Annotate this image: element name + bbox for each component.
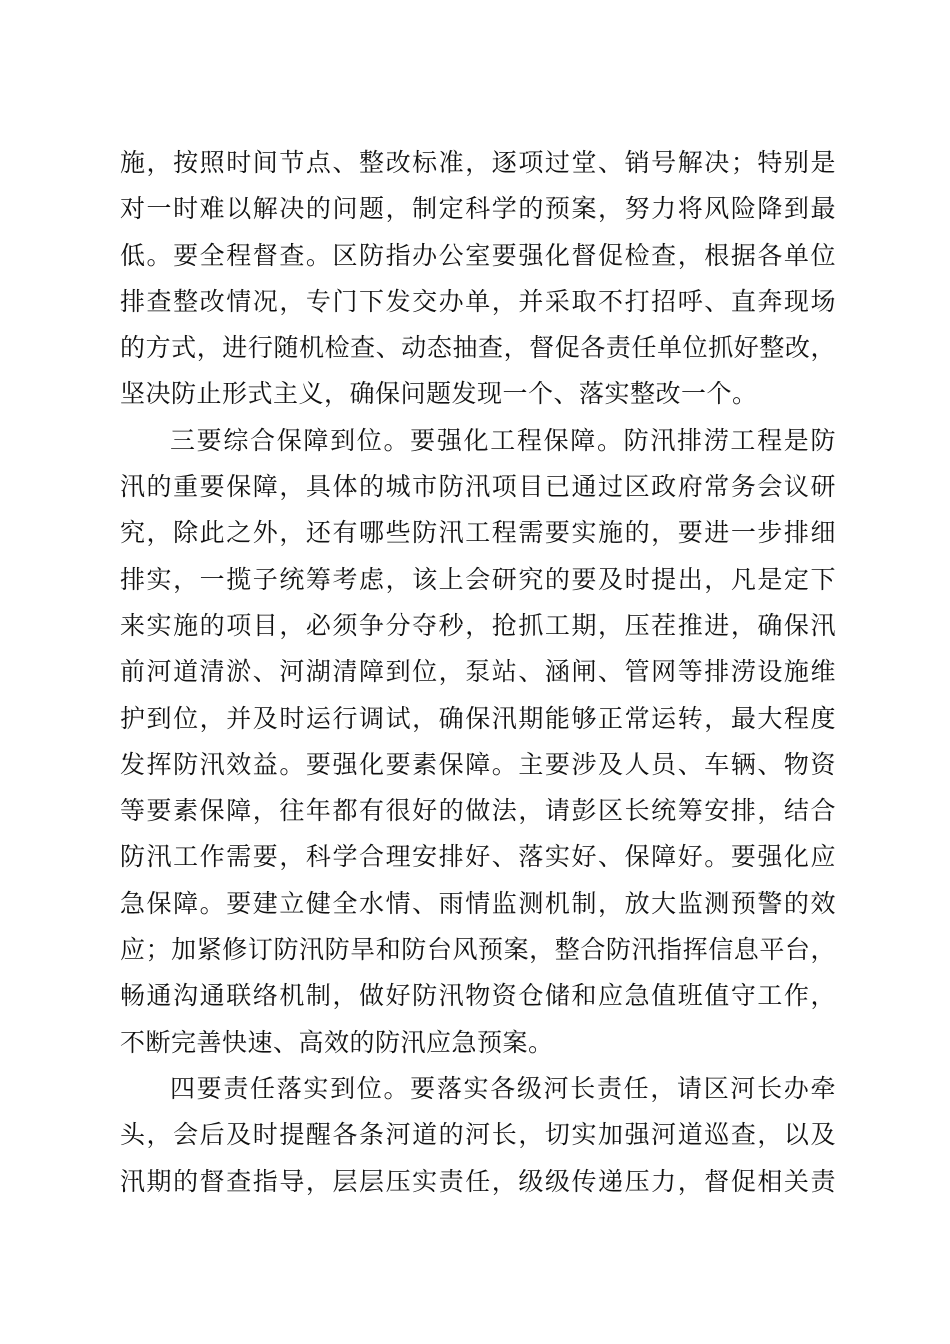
text-line: 前河道清淤、河湖清障到位，泵站、涵闸、管网等排涝设施维 xyxy=(120,657,836,687)
text-line: 防汛工作需要，科学合理安排好、落实好、保障好。要强化应 xyxy=(120,842,836,872)
text-line: 排实，一揽子统筹考虑，该上会研究的要及时提出，凡是定下 xyxy=(120,564,836,594)
text-line: 护到位，并及时运行调试，确保汛期能够正常运转，最大程度 xyxy=(120,703,836,733)
text-line: 急保障。要建立健全水情、雨情监测机制，放大监测预警的效 xyxy=(120,888,836,918)
text-line: 的方式，进行随机检查、动态抽查，督促各责任单位抓好整改， xyxy=(120,333,836,363)
text-line: 汛的重要保障，具体的城市防汛项目已通过区政府常务会议研 xyxy=(120,472,836,502)
text-line: 施，按照时间节点、整改标准，逐项过堂、销号解决；特别是 xyxy=(120,148,836,177)
text-line: 坚决防止形式主义，确保问题发现一个、落实整改一个。 xyxy=(120,379,758,409)
paragraph-start-line: 三要综合保障到位。要强化工程保障。防汛排涝工程是防 xyxy=(170,425,836,455)
text-line: 究，除此之外，还有哪些防汛工程需要实施的，要进一步排细 xyxy=(120,518,836,548)
text-line: 汛期的督查指导，层层压实责任，级级传递压力，督促相关责 xyxy=(120,1166,836,1196)
text-line: 畅通沟通联络机制，做好防汛物资仓储和应急值班值守工作， xyxy=(120,981,836,1011)
text-line: 发挥防汛效益。要强化要素保障。主要涉及人员、车辆、物资 xyxy=(120,749,836,779)
text-line: 对一时难以解决的问题，制定科学的预案，努力将风险降到最 xyxy=(120,194,836,224)
text-line: 等要素保障，往年都有很好的做法，请彭区长统筹安排，结合 xyxy=(120,796,836,826)
text-line: 应；加紧修订防汛防旱和防台风预案，整合防汛指挥信息平台， xyxy=(120,935,836,965)
text-line: 头，会后及时提醒各条河道的河长，切实加强河道巡查，以及 xyxy=(120,1120,836,1150)
text-line: 不断完善快速、高效的防汛应急预案。 xyxy=(120,1027,554,1057)
document-body xyxy=(120,140,836,1205)
text-line: 低。要全程督查。区防指办公室要强化督促检查，根据各单位 xyxy=(120,240,836,270)
paragraph-start-line: 四要责任落实到位。要落实各级河长责任，请区河长办牵 xyxy=(170,1073,836,1103)
text-line: 来实施的项目，必须争分夺秒，抢抓工期，压茬推进，确保汛 xyxy=(120,610,836,640)
text-line: 排查整改情况，专门下发交办单，并采取不打招呼、直奔现场 xyxy=(120,286,836,316)
